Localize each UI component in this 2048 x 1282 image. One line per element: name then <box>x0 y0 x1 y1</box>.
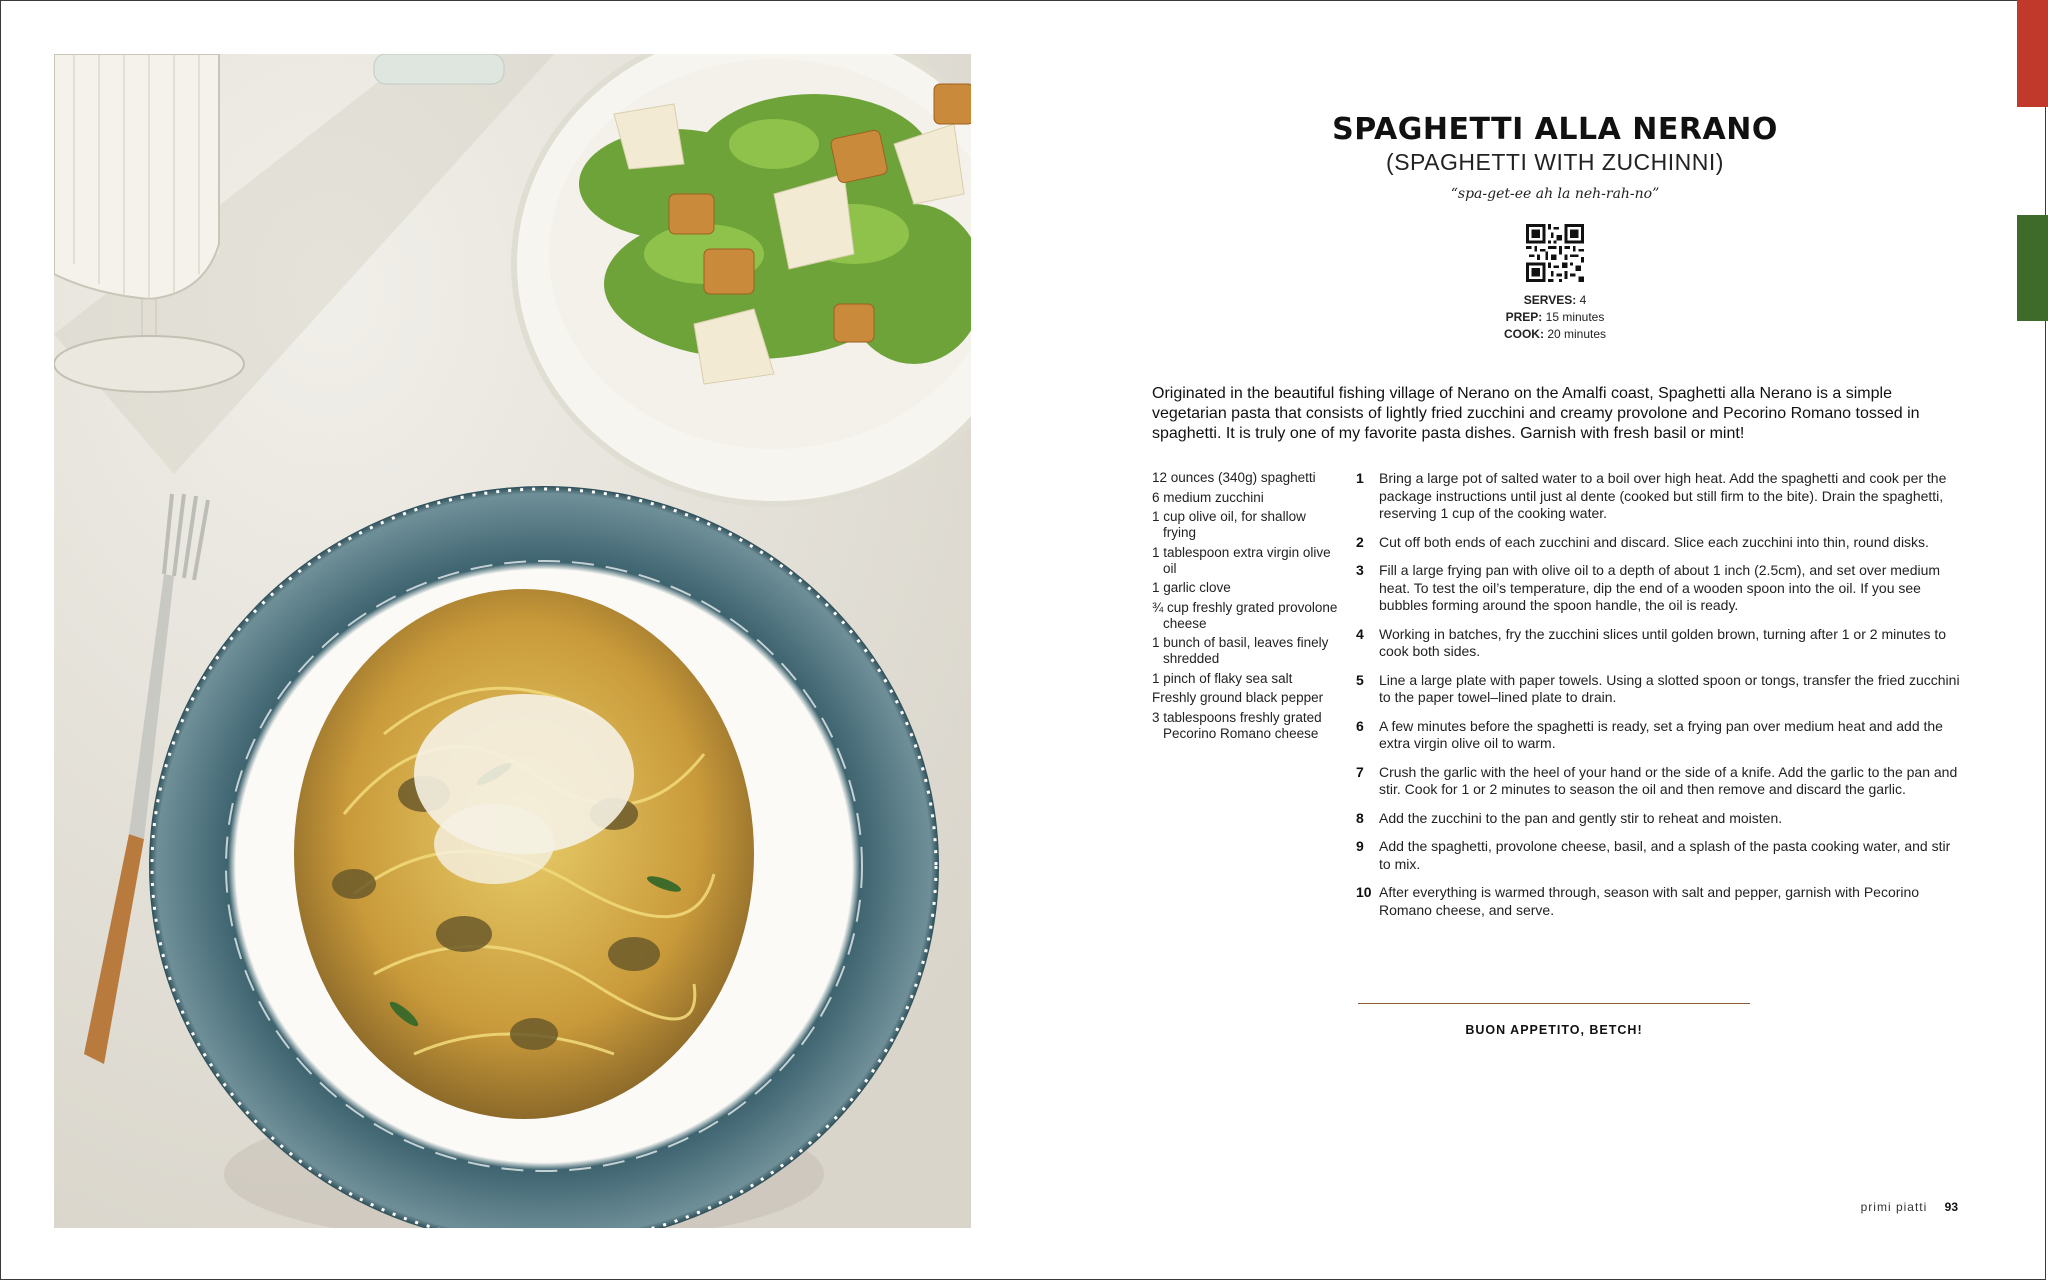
step-text: Line a large plate with paper towels. Using a slotted spoon or tongs, transfer the fried zucchini to the paper towel–lined plate to drain. <box>1379 671 1960 705</box>
section-tab-red <box>2017 0 2048 107</box>
prep-label: PREP: <box>1505 310 1543 324</box>
step-text: Add the spaghetti, provolone cheese, basil, and a splash of the pasta cooking water, and stir to mix. <box>1379 838 1951 872</box>
step-number: 10 <box>1356 884 1372 900</box>
ingredient-item: 1 tablespoon extra virgin olive oil <box>1152 544 1331 576</box>
serves-value: 4 <box>1579 293 1587 307</box>
page-number: 93 <box>1944 1200 1958 1214</box>
ingredient-item: 1 cup olive oil, for shallow frying <box>1152 509 1306 540</box>
step-text: Crush the garlic with the heel of your hand or the side of a knife. Add the garlic to the pan and stir. Cook for 1 or 2 minutes to season the oil and then remove and discard the garlic. <box>1379 763 1958 797</box>
step-number: 7 <box>1356 763 1364 780</box>
step-number: 4 <box>1356 625 1364 642</box>
prep-value: 15 minutes <box>1545 310 1605 324</box>
step-number: 8 <box>1356 809 1364 826</box>
ingredient-item: 6 medium zucchini <box>1152 489 1264 505</box>
recipe-photo <box>54 54 971 1228</box>
recipe-header <box>1152 112 1958 343</box>
method-step <box>1356 718 1960 753</box>
method-step <box>1356 672 1960 707</box>
qr-code-icon[interactable] <box>1526 224 1584 282</box>
cook-value: 20 minutes <box>1547 327 1607 341</box>
recipe-title: SPAGHETTI ALLA NERANO <box>1332 112 1778 147</box>
method-steps <box>1356 470 1960 930</box>
recipe-meta <box>1152 292 1958 343</box>
serves-line <box>1152 292 1958 309</box>
recipe-subtitle: (SPAGHETTI WITH ZUCHINNI) <box>1386 149 1724 175</box>
ingredient-item: Freshly ground black pepper <box>1152 690 1324 705</box>
page-footer <box>1780 1200 1958 1214</box>
step-text: After everything is warmed through, season with salt and pepper, garnish with Pecorino Romano cheese, and serve. <box>1379 884 1920 918</box>
step-text: Bring a large pot of salted water to a boil over high heat. Add the spaghetti and cook per the package instructions until just al dente (cooked but still firm to the bite). Drain the spaghetti, reserving 1 cup of the cooking water. <box>1379 470 1947 521</box>
method-step <box>1356 562 1960 615</box>
ingredient-item: ¾ cup freshly grated provolone cheese <box>1152 599 1338 631</box>
section-name: primi piatti <box>1860 1200 1928 1214</box>
section-tab-green <box>2017 215 2048 321</box>
prep-line <box>1152 309 1958 326</box>
cook-line <box>1152 326 1958 343</box>
step-text: Working in batches, fry the zucchini slices until golden brown, turning after 1 or 2 minutes to cook both sides. <box>1379 625 1947 659</box>
recipe-intro: Originated in the beautiful fishing village of Nerano on the Amalfi coast, Spaghetti alla Nerano is a simple vegetarian pasta that consists of lightly fried zucchini and creamy provolone and Pecorino Romano tossed in spaghetti. It is truly one of my favorite pasta dishes. Garnish with fresh basil or mint! <box>1152 385 1920 442</box>
method-step <box>1356 626 1960 661</box>
step-text: Add the zucchini to the pan and gently stir to reheat and moisten. <box>1379 809 1783 826</box>
step-number: 6 <box>1356 717 1364 734</box>
cook-label: COOK: <box>1503 327 1544 341</box>
step-number: 2 <box>1356 533 1364 550</box>
signoff-divider <box>1358 1003 1750 1004</box>
step-number: 3 <box>1356 562 1364 578</box>
ingredient-item: 1 pinch of flaky sea salt <box>1152 670 1293 686</box>
step-text: Fill a large frying pan with olive oil to a depth of about 1 inch (2.5cm), and set over medium heat. To test the oil’s temperature, dip the end of a wooden spoon into the oil. If you see bubbles forming around the spoon handle, the oil is ready. <box>1379 562 1941 613</box>
method-step <box>1356 534 1960 552</box>
ingredient-item: 12 ounces (340g) spaghetti <box>1152 470 1316 485</box>
signoff-text: BUON APPETITO, BETCH! <box>1465 1023 1643 1037</box>
ingredient-item: 1 bunch of basil, leaves finely shredded <box>1152 635 1329 666</box>
method-step <box>1356 810 1960 828</box>
step-text: A few minutes before the spaghetti is ready, set a frying pan over medium heat and add the extra virgin olive oil to warm. <box>1379 717 1943 751</box>
method-step <box>1356 764 1960 799</box>
step-number: 5 <box>1356 671 1364 688</box>
method-step <box>1356 838 1960 873</box>
ingredients-list <box>1152 470 1342 745</box>
ingredient-item: 1 garlic clove <box>1152 580 1231 595</box>
step-text: Cut off both ends of each zucchini and discard. Slice each zucchini into thin, round disks. <box>1379 533 1929 550</box>
pasta-plate-illustration <box>149 486 939 1228</box>
method-step <box>1356 470 1960 523</box>
step-number: 1 <box>1356 470 1364 486</box>
serves-label: SERVES: <box>1523 293 1577 307</box>
method-step <box>1356 884 1960 919</box>
ingredient-item: 3 tablespoons freshly grated Pecorino Romano cheese <box>1152 709 1322 741</box>
recipe-pronunciation: “spa-get-ee ah la neh-rah-no” <box>1450 186 1660 202</box>
step-number: 9 <box>1356 838 1364 854</box>
